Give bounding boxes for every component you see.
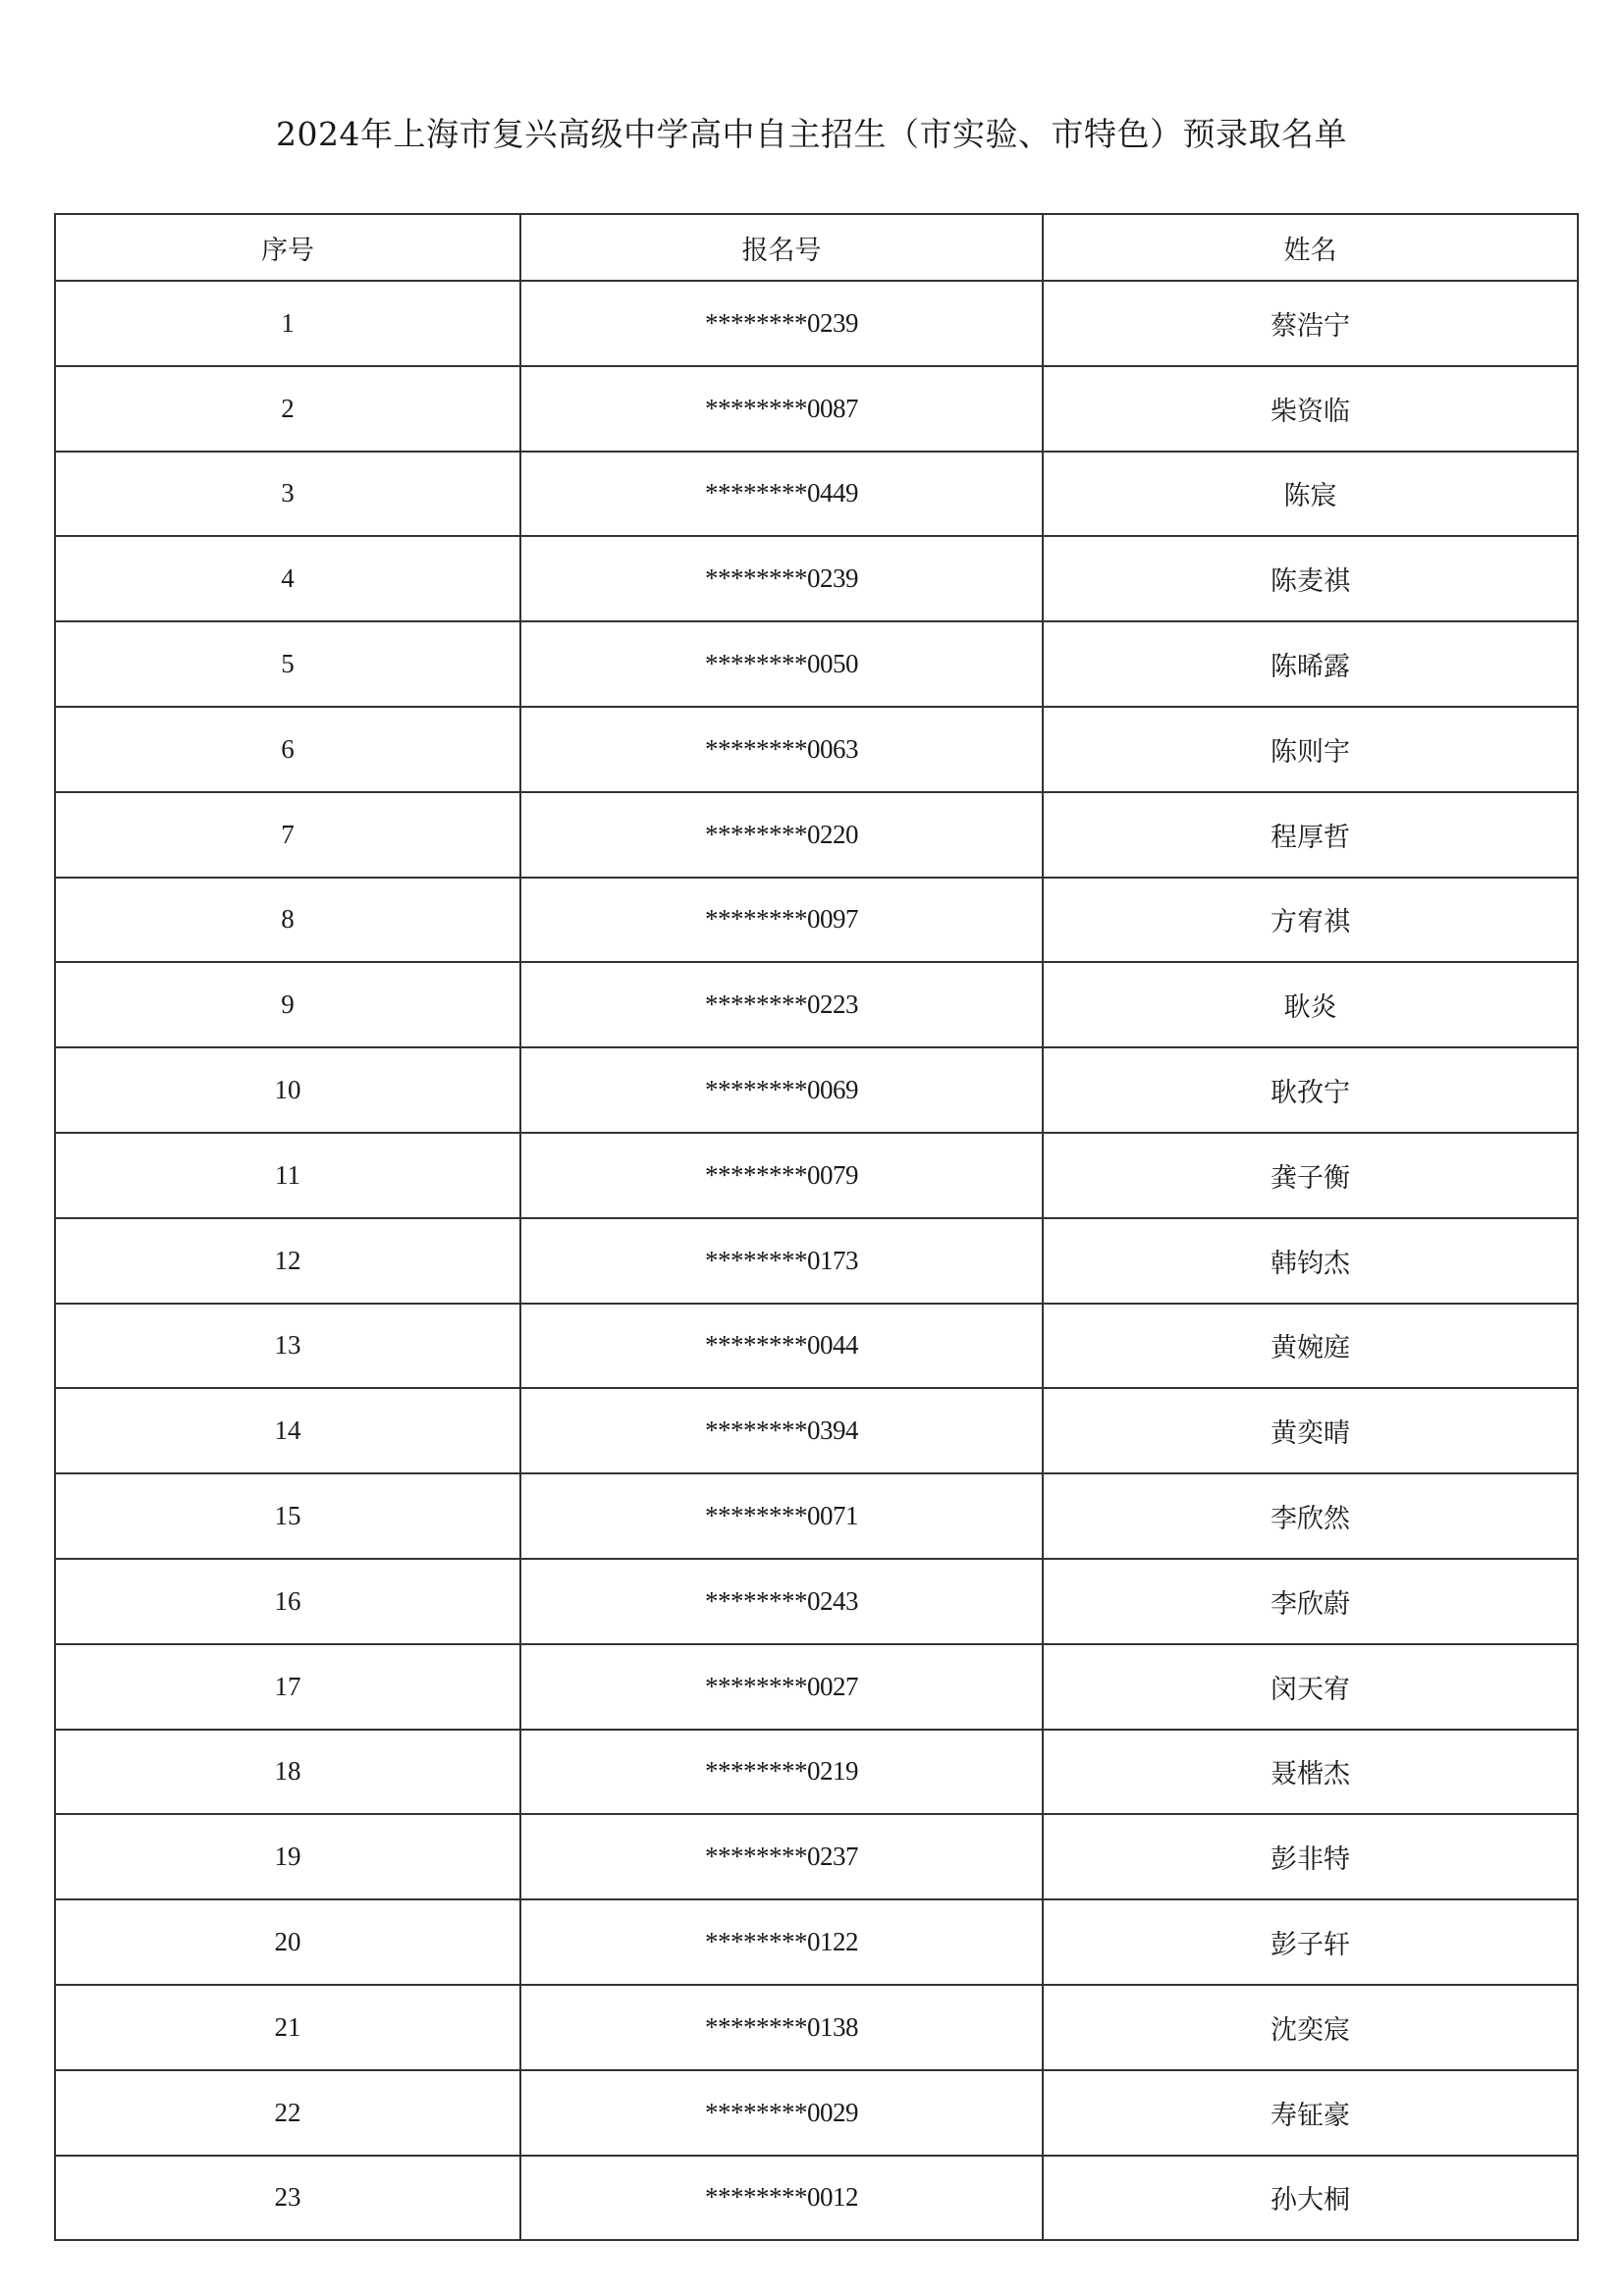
cell-reg-no: ********0069 <box>520 1047 1043 1133</box>
cell-name: 李欣然 <box>1043 1473 1578 1559</box>
table-row <box>55 536 1578 621</box>
cell-name: 陈麦祺 <box>1043 536 1578 621</box>
table-row <box>55 1814 1578 1899</box>
cell-name: 耿孜宁 <box>1043 1047 1578 1133</box>
table-row <box>55 2070 1578 2156</box>
cell-name: 陈宸 <box>1043 452 1578 537</box>
cell-reg-no: ********0063 <box>520 707 1043 792</box>
cell-seq: 23 <box>55 2156 520 2241</box>
cell-seq: 7 <box>55 792 520 878</box>
cell-seq: 17 <box>55 1644 520 1730</box>
cell-name: 陈则宇 <box>1043 707 1578 792</box>
cell-name: 寿钲豪 <box>1043 2070 1578 2156</box>
cell-seq: 3 <box>55 452 520 537</box>
cell-seq: 11 <box>55 1133 520 1218</box>
cell-seq: 16 <box>55 1559 520 1644</box>
cell-name: 闵天宥 <box>1043 1644 1578 1730</box>
cell-reg-no: ********0138 <box>520 1985 1043 2070</box>
cell-name: 柴资临 <box>1043 366 1578 452</box>
table-body <box>55 281 1578 2240</box>
cell-name: 耿炎 <box>1043 962 1578 1047</box>
cell-name: 聂楷杰 <box>1043 1730 1578 1815</box>
cell-name: 方宥祺 <box>1043 878 1578 963</box>
cell-reg-no: ********0122 <box>520 1899 1043 1985</box>
cell-seq: 9 <box>55 962 520 1047</box>
cell-reg-no: ********0449 <box>520 452 1043 537</box>
table-row <box>55 878 1578 963</box>
cell-seq: 12 <box>55 1218 520 1304</box>
cell-seq: 6 <box>55 707 520 792</box>
cell-reg-no: ********0219 <box>520 1730 1043 1815</box>
table-row <box>55 1218 1578 1304</box>
cell-seq: 14 <box>55 1388 520 1473</box>
table-row <box>55 1473 1578 1559</box>
cell-reg-no: ********0097 <box>520 878 1043 963</box>
cell-seq: 18 <box>55 1730 520 1815</box>
cell-name: 韩钧杰 <box>1043 1218 1578 1304</box>
cell-seq: 20 <box>55 1899 520 1985</box>
cell-seq: 4 <box>55 536 520 621</box>
cell-reg-no: ********0087 <box>520 366 1043 452</box>
header-reg-no: 报名号 <box>520 214 1043 281</box>
cell-reg-no: ********0239 <box>520 536 1043 621</box>
header-seq: 序号 <box>55 214 520 281</box>
table-row <box>55 281 1578 366</box>
cell-reg-no: ********0173 <box>520 1218 1043 1304</box>
cell-reg-no: ********0071 <box>520 1473 1043 1559</box>
cell-seq: 10 <box>55 1047 520 1133</box>
cell-reg-no: ********0079 <box>520 1133 1043 1218</box>
cell-seq: 13 <box>55 1304 520 1389</box>
table-row <box>55 1985 1578 2070</box>
cell-name: 蔡浩宁 <box>1043 281 1578 366</box>
cell-reg-no: ********0237 <box>520 1814 1043 1899</box>
header-name: 姓名 <box>1043 214 1578 281</box>
cell-name: 彭非特 <box>1043 1814 1578 1899</box>
cell-seq: 8 <box>55 878 520 963</box>
cell-seq: 15 <box>55 1473 520 1559</box>
cell-name: 程厚哲 <box>1043 792 1578 878</box>
page-title: 2024年上海市复兴高级中学高中自主招生（市实验、市特色）预录取名单 <box>276 115 1347 153</box>
cell-seq: 19 <box>55 1814 520 1899</box>
cell-name: 彭子轩 <box>1043 1899 1578 1985</box>
cell-reg-no: ********0029 <box>520 2070 1043 2156</box>
cell-name: 沈奕宸 <box>1043 1985 1578 2070</box>
table-row <box>55 707 1578 792</box>
table-row <box>55 1304 1578 1389</box>
cell-name: 陈晞露 <box>1043 621 1578 707</box>
table-row <box>55 1559 1578 1644</box>
cell-seq: 1 <box>55 281 520 366</box>
table-row <box>55 1644 1578 1730</box>
table-row <box>55 792 1578 878</box>
table-row <box>55 621 1578 707</box>
table-row <box>55 452 1578 537</box>
admission-table <box>54 213 1579 2241</box>
cell-reg-no: ********0027 <box>520 1644 1043 1730</box>
cell-reg-no: ********0223 <box>520 962 1043 1047</box>
cell-reg-no: ********0239 <box>520 281 1043 366</box>
table-row <box>55 1899 1578 1985</box>
table-row <box>55 366 1578 452</box>
table-header <box>55 214 1578 281</box>
cell-seq: 5 <box>55 621 520 707</box>
table-row <box>55 1133 1578 1218</box>
cell-reg-no: ********0044 <box>520 1304 1043 1389</box>
cell-name: 龚子衡 <box>1043 1133 1578 1218</box>
cell-name: 黄婉庭 <box>1043 1304 1578 1389</box>
cell-reg-no: ********0243 <box>520 1559 1043 1644</box>
cell-name: 黄奕晴 <box>1043 1388 1578 1473</box>
header-row <box>55 214 1578 281</box>
cell-seq: 22 <box>55 2070 520 2156</box>
cell-reg-no: ********0220 <box>520 792 1043 878</box>
cell-reg-no: ********0394 <box>520 1388 1043 1473</box>
table-row <box>55 1730 1578 1815</box>
table-row <box>55 1047 1578 1133</box>
table-row <box>55 962 1578 1047</box>
table-row <box>55 2156 1578 2241</box>
table-row <box>55 1388 1578 1473</box>
cell-seq: 21 <box>55 1985 520 2070</box>
cell-reg-no: ********0012 <box>520 2156 1043 2241</box>
cell-name: 孙大桐 <box>1043 2156 1578 2241</box>
cell-reg-no: ********0050 <box>520 621 1043 707</box>
cell-seq: 2 <box>55 366 520 452</box>
cell-name: 李欣蔚 <box>1043 1559 1578 1644</box>
